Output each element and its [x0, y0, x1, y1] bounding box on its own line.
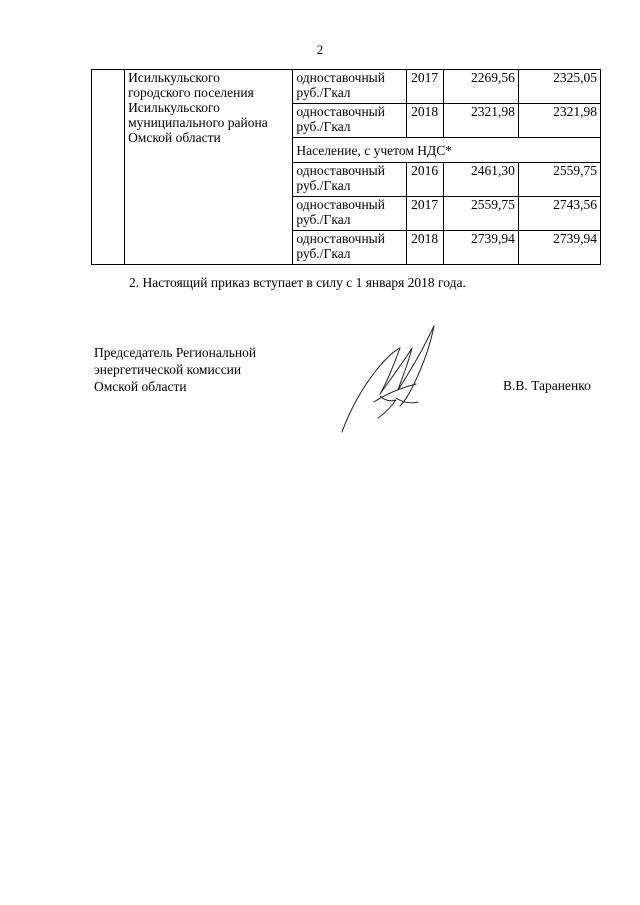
tariff-type-cell: [293, 163, 406, 197]
value-second-half-cell: 2739,94: [518, 231, 600, 265]
organization-line: Исилькульского: [128, 70, 220, 85]
value-first-half-cell: 2321,98: [443, 104, 518, 138]
signatory-name: В.В. Тараненко: [503, 378, 591, 393]
tariff-type: одноставочный: [296, 231, 385, 246]
year-cell: 2018: [406, 104, 443, 138]
tariff-unit: руб./Гкал: [296, 178, 351, 193]
tariff-type-cell: [293, 104, 406, 138]
year-cell: 2018: [406, 231, 443, 265]
tariff-unit: руб./Гкал: [296, 85, 351, 100]
signatory-position-line: энергетической комиссии: [94, 362, 242, 377]
tariff-type: одноставочный: [296, 104, 385, 119]
page-number: 2: [316, 42, 324, 57]
organization-line: Омской области: [128, 130, 221, 145]
organization-line: муниципального района: [128, 115, 268, 130]
value-first-half-cell: 2739,94: [443, 231, 518, 265]
signatory-position: [94, 344, 256, 395]
organization-line: Исилькульского: [128, 100, 220, 115]
tariff-type-cell: [293, 70, 406, 104]
handwritten-signature: [330, 318, 450, 438]
tariff-type: одноставочный: [296, 70, 385, 85]
value-second-half-cell: 2325,05: [518, 70, 600, 104]
tariff-type: одноставочный: [296, 197, 385, 212]
tariff-type: одноставочный: [296, 163, 385, 178]
value-second-half-cell: 2559,75: [518, 163, 600, 197]
value-second-half-cell: 2743,56: [518, 197, 600, 231]
row-number-cell: [92, 70, 125, 265]
organization-line: городского поселения: [128, 85, 254, 100]
value-first-half-cell: 2461,30: [443, 163, 518, 197]
tariff-unit: руб./Гкал: [296, 119, 351, 134]
effective-date-clause: 2. Настоящий приказ вступает в силу с 1 января 2018 года.: [129, 275, 466, 290]
tariff-unit: руб./Гкал: [296, 246, 351, 261]
group-label-cell: Население, с учетом НДС*: [293, 138, 601, 163]
signatory-position-line: Омской области: [94, 379, 187, 394]
tariff-type-cell: [293, 197, 406, 231]
table-row: [92, 70, 601, 104]
year-cell: 2017: [406, 70, 443, 104]
value-first-half-cell: 2559,75: [443, 197, 518, 231]
tariff-type-cell: [293, 231, 406, 265]
tariff-unit: руб./Гкал: [296, 212, 351, 227]
value-first-half-cell: 2269,56: [443, 70, 518, 104]
organization-cell: [125, 70, 293, 265]
tariff-table: [91, 69, 601, 265]
year-cell: 2016: [406, 163, 443, 197]
year-cell: 2017: [406, 197, 443, 231]
signatory-position-line: Председатель Региональной: [94, 345, 257, 360]
value-second-half-cell: 2321,98: [518, 104, 600, 138]
